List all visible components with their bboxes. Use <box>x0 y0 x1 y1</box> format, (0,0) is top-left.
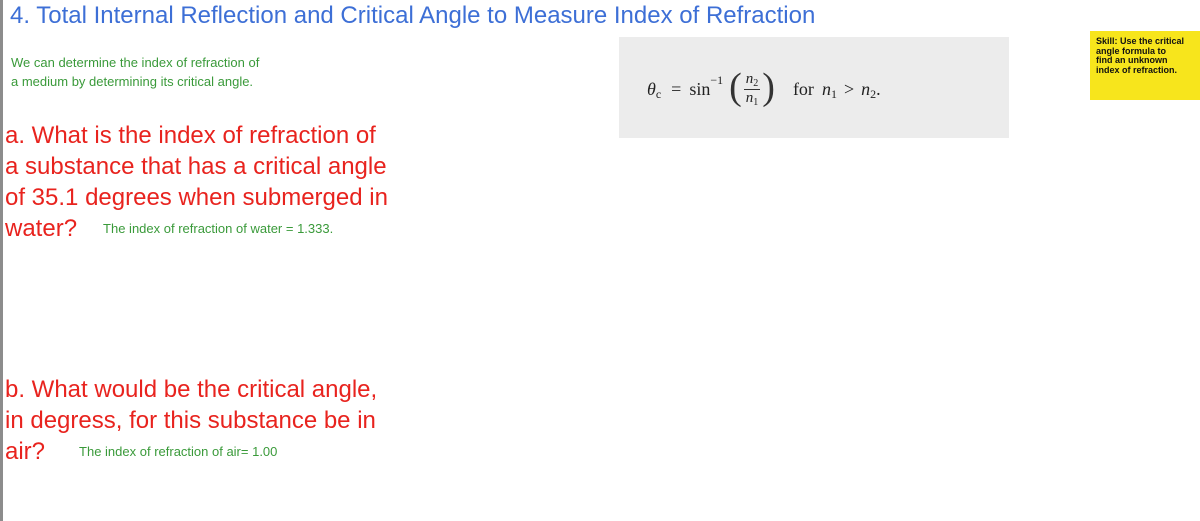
question-a <box>5 120 445 247</box>
intro-text <box>11 53 331 91</box>
question-b <box>5 374 445 470</box>
question-a-line-3: of 35.1 degrees when submerged in <box>5 184 388 211</box>
question-b-line-3 <box>5 436 445 470</box>
equals-sign: = <box>671 78 682 99</box>
fraction-numerator <box>744 71 761 90</box>
page-title: 4. Total Internal Reflection and Critical Angle to Measure Index of Refraction <box>10 2 816 29</box>
question-b-hint: The index of refraction of air= 1.00 <box>79 444 278 459</box>
fraction-denominator <box>744 90 761 108</box>
question-a-line-4-text: water? <box>5 215 78 242</box>
skill-sticky-note <box>1090 31 1200 100</box>
question-a-line-4 <box>5 213 445 247</box>
condition-left-subscript: 1 <box>830 86 837 101</box>
intro-line-1: We can determine the index of refraction of <box>11 55 260 70</box>
skill-note-line-2: angle formula to <box>1096 45 1167 56</box>
formula-box <box>619 37 1009 138</box>
question-a-hint: The index of refraction of water = 1.333. <box>103 221 334 236</box>
question-b-line-2: in degress, for this substance be in <box>5 407 376 434</box>
question-b-line-1: b. What would be the critical angle, <box>5 376 378 403</box>
condition-left-symbol: n <box>821 78 831 99</box>
numerator-subscript: 2 <box>753 77 759 89</box>
denominator-subscript: 1 <box>753 96 759 108</box>
condition-right-subscript: 2 <box>870 86 877 101</box>
ratio-fraction <box>744 71 761 108</box>
question-a-line-1: a. What is the index of refraction of <box>5 122 376 149</box>
close-paren: ) <box>762 66 775 108</box>
inverse-superscript: −1 <box>710 72 724 87</box>
critical-angle-formula <box>647 67 881 111</box>
question-a-line-2: a substance that has a critical angle <box>5 153 387 180</box>
denominator-symbol: n <box>745 89 754 106</box>
question-b-line-3-text: air? <box>5 438 46 465</box>
condition-period: . <box>876 78 881 99</box>
theta-subscript: c <box>655 86 662 101</box>
skill-note-line-4: index of refraction. <box>1096 64 1178 75</box>
sin-function: sin <box>689 78 711 99</box>
condition-word: for <box>792 78 814 99</box>
intro-line-2: a medium by determining its critical angle. <box>11 74 254 89</box>
skill-note-line-3: find an unknown <box>1096 55 1168 65</box>
open-paren: ( <box>729 66 742 108</box>
numerator-symbol: n <box>745 70 754 87</box>
theta-symbol: θ <box>647 78 656 99</box>
left-border <box>0 0 3 521</box>
skill-note-line-1: Skill: Use the critical <box>1096 36 1185 46</box>
condition-right-symbol: n <box>861 78 871 99</box>
condition-operator: > <box>843 78 855 99</box>
